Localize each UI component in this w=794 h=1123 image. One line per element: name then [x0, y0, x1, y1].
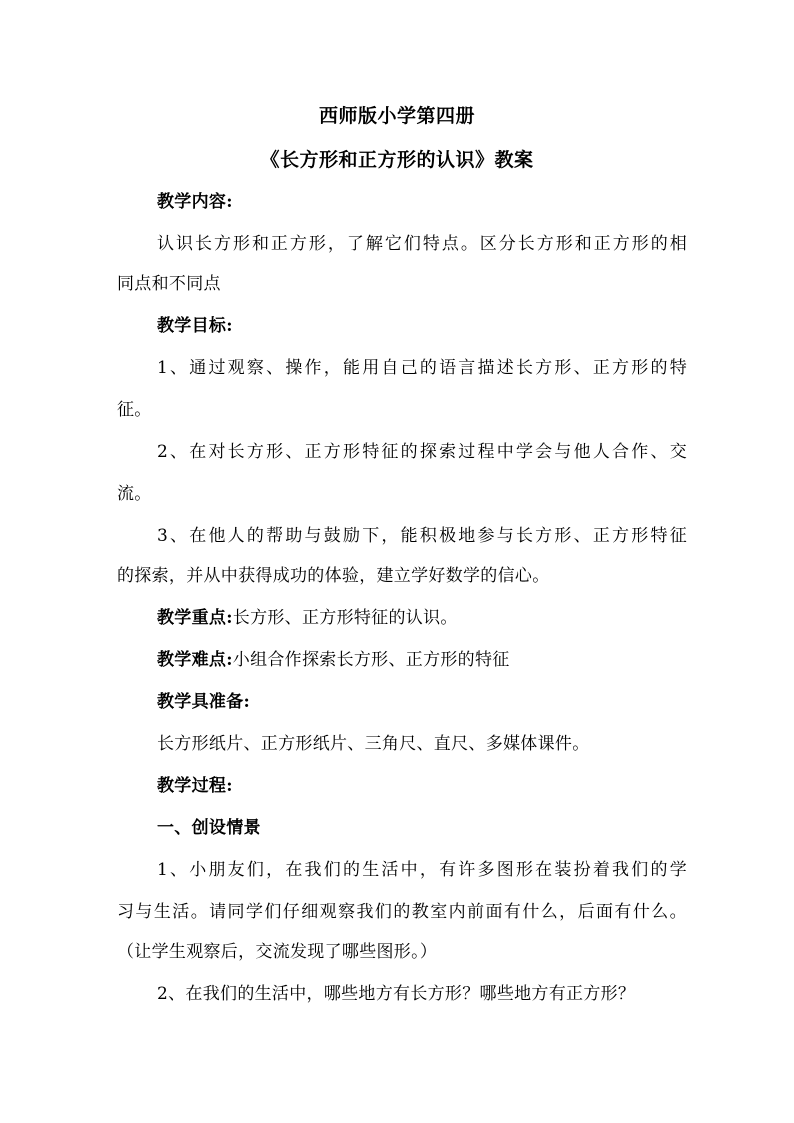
difficult-point-line	[157, 648, 687, 672]
section-1-heading: 一、创设情景	[157, 818, 261, 838]
prep-heading: 教学具准备:	[157, 692, 251, 712]
content-line-1: 认识长方形和正方形，了解它们特点。区分长方形和正方形的相	[157, 234, 687, 254]
difficult-point-label: 教学难点:	[157, 650, 233, 670]
step-1-line-2: 习与生活。请同学们仔细观察我们的教室内前面有什么，后面有什么。	[117, 902, 687, 922]
goals-heading: 教学目标:	[157, 316, 233, 336]
goal-2-line-2: 流。	[117, 484, 152, 504]
key-point-text: 长方形、正方形特征的认识。	[232, 608, 458, 628]
title-line-2: 《长方形和正方形的认识》教案	[260, 149, 534, 171]
goal-3-line-2: 的探索，并从中获得成功的体验，建立学好数学的信心。	[117, 566, 550, 586]
goal-3-line-1: 3、在他人的帮助与鼓励下，能积极地参与长方形、正方形特征	[157, 526, 687, 546]
process-heading: 教学过程:	[157, 776, 233, 796]
prep-text: 长方形纸片、正方形纸片、三角尺、直尺、多媒体课件。	[157, 734, 590, 754]
goal-1-line-1: 1、通过观察、操作，能用自己的语言描述长方形、正方形的特	[157, 358, 687, 378]
key-point-line	[157, 606, 687, 630]
difficult-point-text: 小组合作探索长方形、正方形的特征	[232, 650, 510, 670]
step-1-line-3: （让学生观察后，交流发现了哪些图形。）	[117, 942, 438, 962]
content-line-2: 同点和不同点	[117, 274, 221, 294]
goal-1-line-2: 征。	[117, 400, 152, 420]
content-heading: 教学内容:	[157, 192, 233, 212]
title-line-1: 西师版小学第四册	[318, 105, 475, 127]
goal-2-line-1: 2、在对长方形、正方形特征的探索过程中学会与他人合作、交	[157, 442, 687, 462]
key-point-label: 教学重点:	[157, 608, 233, 628]
step-2-line-1: 2、在我们的生活中，哪些地方有长方形？哪些地方有正方形？	[157, 984, 636, 1004]
step-1-line-1: 1、小朋友们，在我们的生活中，有许多图形在装扮着我们的学	[157, 860, 687, 880]
